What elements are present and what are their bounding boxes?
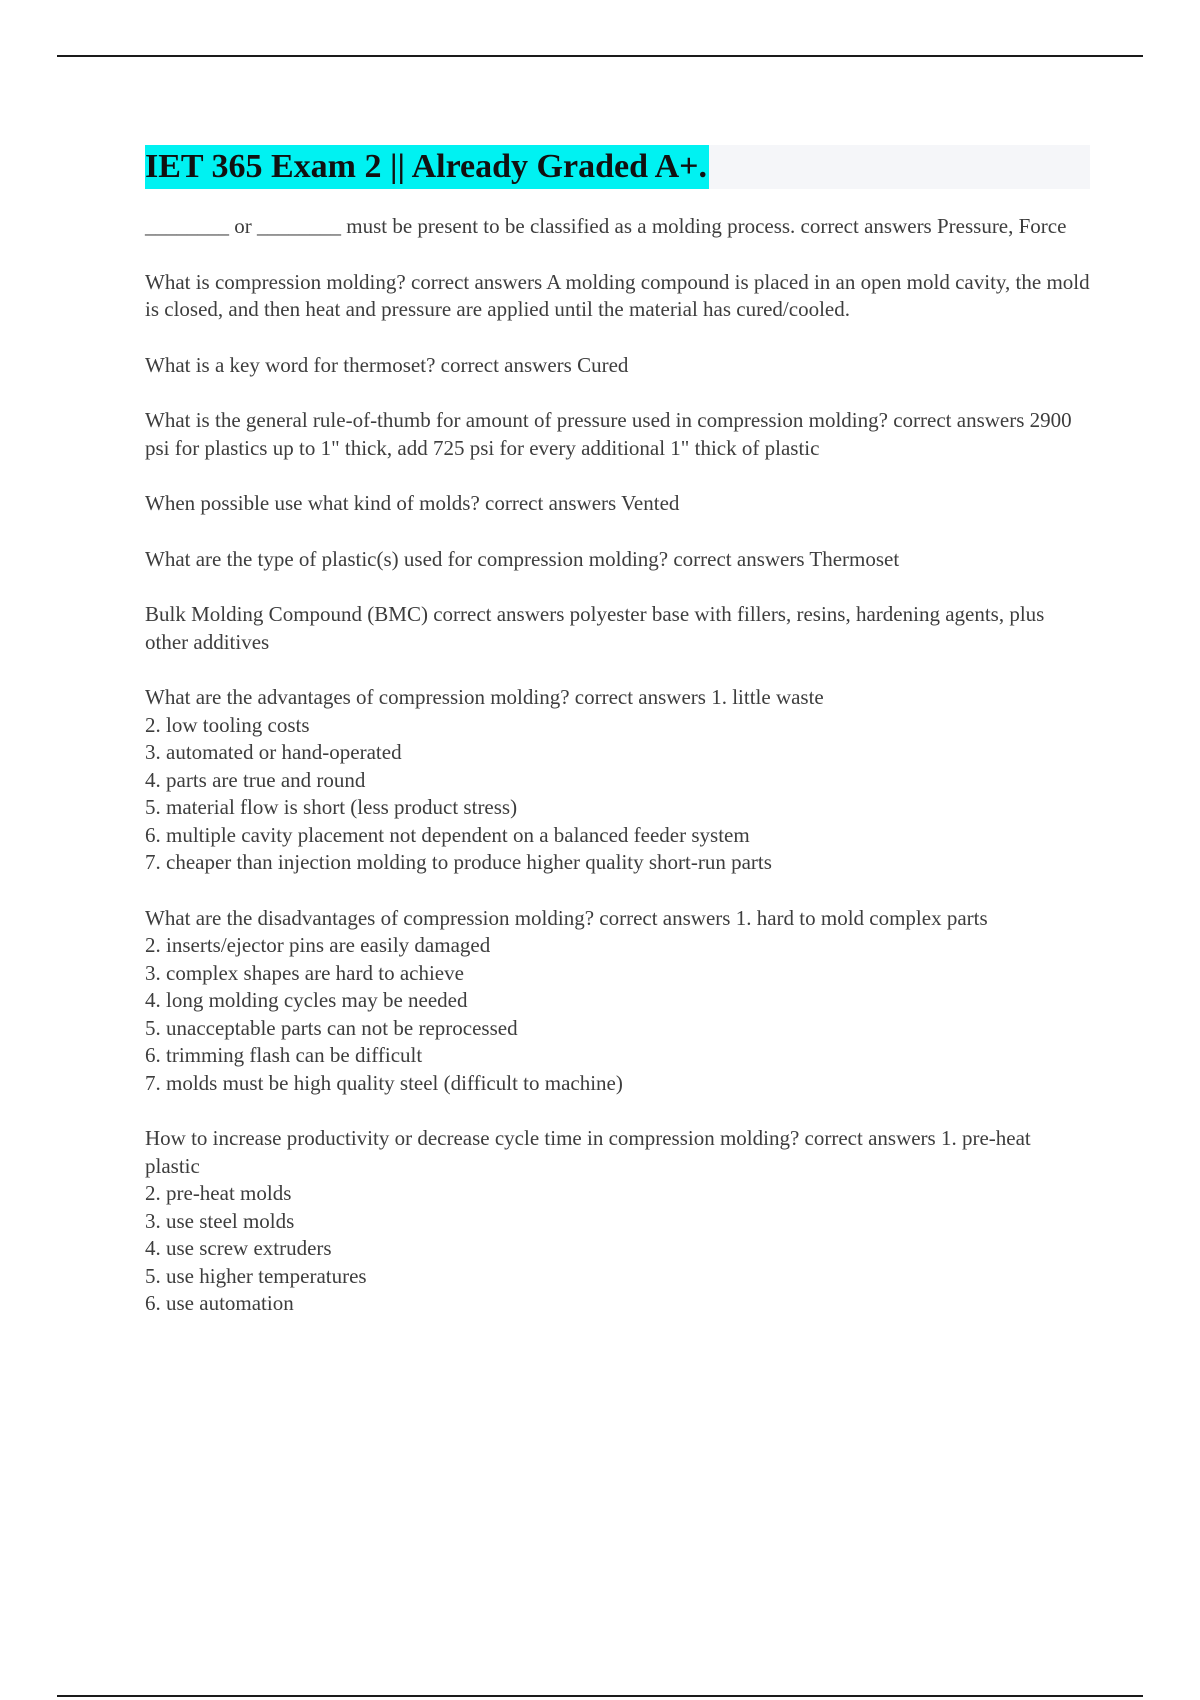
qa-disadvantages	[145, 905, 1090, 1098]
bottom-rule	[57, 1695, 1143, 1697]
top-rule	[57, 55, 1143, 57]
qa-advantages	[145, 684, 1090, 877]
list-item: 6. multiple cavity placement not dependent on a balanced feeder system	[145, 822, 750, 847]
qa-item-2: What is compression molding? correct answers A molding compound is placed in an open mold cavity, the mold is closed, and then heat and pressure are applied until the material has cured/cooled.	[145, 269, 1090, 321]
advantages-question: What are the advantages of compression molding? correct answers 1. little waste	[145, 685, 824, 709]
list-item: 7. molds must be high quality steel (difficult to machine)	[145, 1070, 623, 1095]
list-item: 3. automated or hand-operated	[145, 740, 402, 764]
list-item: 5. material flow is short (less product stress)	[145, 795, 518, 819]
list-item: 7. cheaper than injection molding to produce higher quality short-run parts	[145, 850, 772, 874]
qa-item-5: When possible use what kind of molds? correct answers Vented	[145, 491, 680, 515]
productivity-question: How to increase productivity or decrease cycle time in compression molding? correct answers 1. pre-heat plastic	[145, 1126, 1031, 1178]
disadvantages-question: What are the disadvantages of compression molding? correct answers 1. hard to mold complex parts	[145, 905, 988, 930]
disadvantages-list	[145, 932, 1090, 1097]
qa-productivity	[145, 1125, 1090, 1318]
list-item: 4. long molding cycles may be needed	[145, 988, 468, 1012]
qa-item-3: What is a key word for thermoset? correct answers Cured	[145, 352, 629, 377]
list-item: 4. parts are true and round	[145, 767, 366, 792]
list-item: 4. use screw extruders	[145, 1236, 332, 1260]
qa-item-6: What are the type of plastic(s) used for compression molding? correct answers Thermoset	[145, 546, 900, 571]
list-item: 5. unacceptable parts can not be reprocessed	[145, 1015, 518, 1040]
list-item: 3. complex shapes are hard to achieve	[145, 960, 464, 985]
list-item: 2. inserts/ejector pins are easily damaged	[145, 933, 491, 957]
list-item: 3. use steel molds	[145, 1208, 295, 1233]
list-item: 6. trimming flash can be difficult	[145, 1043, 423, 1067]
document-body	[145, 145, 1090, 1346]
list-item: 6. use automation	[145, 1291, 294, 1315]
qa-item-7: Bulk Molding Compound (BMC) correct answers polyester base with fillers, resins, hardening agents, plus other additives	[145, 602, 1045, 654]
productivity-list	[145, 1180, 1090, 1318]
qa-item-4: What is the general rule-of-thumb for amount of pressure used in compression molding? correct answers 2900 psi for plastics up to 1" thick, add 725 psi for every additional 1" thick of plastic	[145, 408, 1072, 460]
qa-item-1: ________ or ________ must be present to be classified as a molding process. correct answers Pressure, Force	[145, 214, 1067, 238]
advantages-list	[145, 712, 1090, 877]
list-item: 2. low tooling costs	[145, 712, 310, 737]
title-band	[145, 145, 1090, 189]
document-title: IET 365 Exam 2 || Already Graded A+.	[145, 145, 709, 189]
list-item: 2. pre-heat molds	[145, 1181, 292, 1205]
list-item: 5. use higher temperatures	[145, 1263, 367, 1288]
